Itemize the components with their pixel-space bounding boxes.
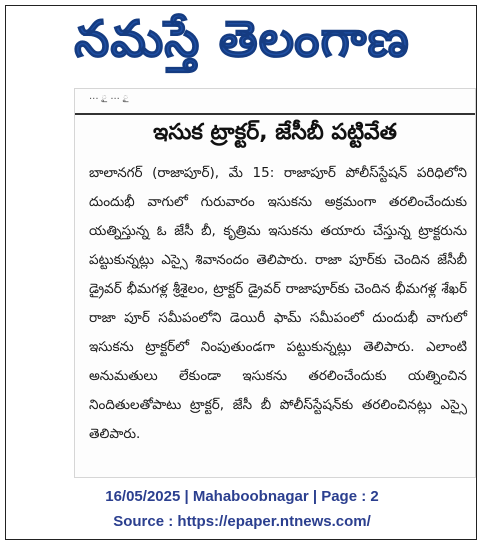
article-body: బాలానగర్ (రాజాపూర్), మే 15: రాజాపూర్ పోలీస్‌స్టేషన్ పరిధిలోని దుందుభీ వాగులో గురువారం ఇసుకను అక్రమంగా తరలించేందుకు యత్నిస్తున్న ఓ జేసీ బీ, కృత్రిమ ఇసుకను తయారు చేస్తున్న ట్రాక్టరును పట్టుకున్నట్లు ఎస్సై శివానందం తెలిపారు. రాజా పూర్‌కు చెందిన జేసీబీ డ్రైవర్ భీమగళ్ల శ్రీశైలం, ట్రాక్టర్ డ్రైవర్ రాజాపూర్‌కు చెందిన భీమగళ్ల శేఖర్ రాజా పూర్ సమీపంలోని డెయిరీ ఫామ్ సమీపంలో దుందుభీ వాగులో ఇసుకను ట్రాక్టర్‌లో నింపుతుండగా పట్టుకున్నట్లు తెలిపారు. ఎలాంటి అనుమతులు లేకుండా ఇసుకను తరలించేందుకు యత్నించిన నిందితులతోపాటు ట్రాక్టర్, జేసీ బీ పోలీస్‌స్టేషన్‌కు తరలించినట్లు ఎస్సై తెలిపారు. xyxy=(89,165,467,442)
article-headline: ఇసుక ట్రాక్టర్, జేసీబీ పట్టివేత xyxy=(153,120,397,145)
clipping-residue-text: ... ౖ ... ౖ xyxy=(89,91,129,102)
news-clipping xyxy=(74,88,476,478)
page-frame xyxy=(5,5,477,540)
masthead xyxy=(6,8,478,82)
edition-info: 16/05/2025 | Mahaboobnagar | Page : 2 xyxy=(105,488,379,505)
headline-divider xyxy=(75,113,475,115)
newspaper-logo: నమస్తే తెలంగాణ xyxy=(74,9,410,68)
source-footer xyxy=(6,484,478,534)
source-link[interactable]: Source : https://epaper.ntnews.com/ xyxy=(113,513,371,530)
